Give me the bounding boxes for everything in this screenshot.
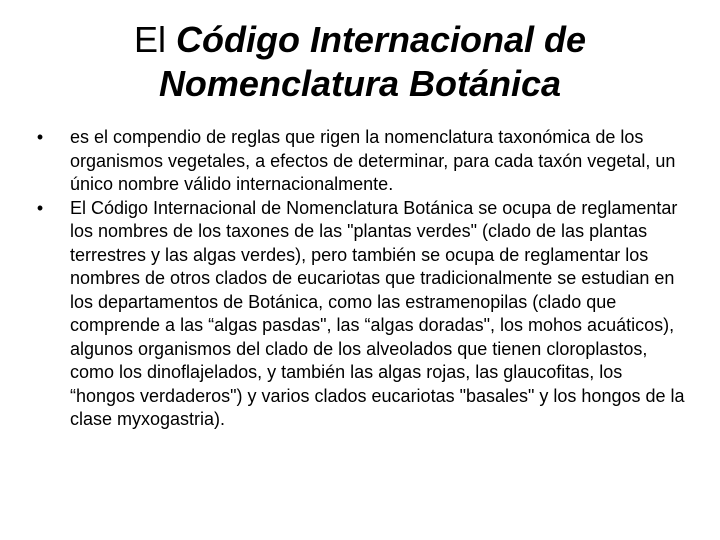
bullet-icon: •: [36, 197, 44, 218]
title-emphasis-line1: Código Internacional de: [175, 19, 587, 60]
slide-title: [60, 18, 660, 106]
bullet-icon: •: [36, 127, 44, 147]
bullet-item: [30, 126, 690, 197]
bullet-text: es el compendio de reglas que rigen la nomenclatura taxonómica de los organismos vegetales, a efectos de determinar, para cada taxón vegetal, un único nombre válido internacionalmente.: [70, 127, 676, 194]
bullet-list: [30, 126, 690, 432]
bullet-text: El Código Internacional de Nomenclatura Botánica se ocupa de reglamentar los nombres de los taxones de las "plantas verdes" (clado de las plantas terrestres y las algas verdes), pero también se ocupa de reglamentar los nombres de otros clados de eucariotas que tradicionalmente se estudian en los departamentos de Botánica, como las estramenopilas (clado que comprende a las “algas pasdas", las “algas doradas", los mohos acuáticos), algunos organismos del clado de los alveolados que tienen cloroplastos, como los dinoflajelados, y también las algas rojas, las glaucofitas, los “hongos verdaderos") y varios clados eucariotas "basales" y los hongos de la clase myxogastria).: [70, 197, 685, 429]
bullet-item: [30, 197, 690, 432]
title-prefix: El: [133, 19, 176, 60]
title-emphasis-line2: Nomenclatura Botánica: [158, 63, 562, 104]
